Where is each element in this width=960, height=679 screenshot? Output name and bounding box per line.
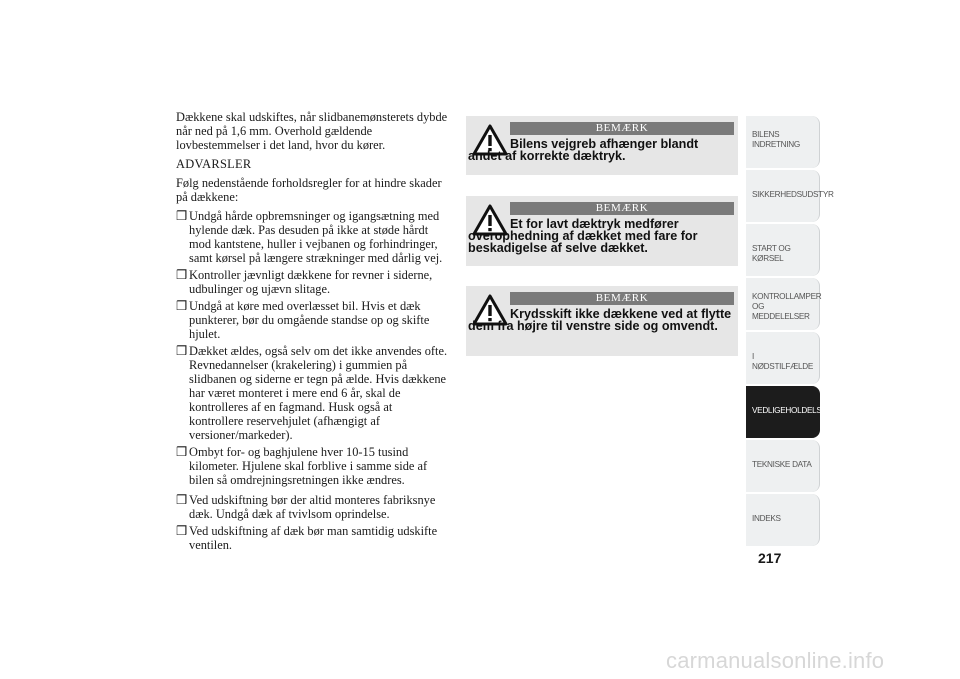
tab-sikkerhedsudstyr[interactable] [746, 170, 834, 222]
bullet-text: Dækket ældes, også selv om det ikke anvendes ofte. Revnedannelser (krakelering) i gummien på slidbanen og siderne er tegn på ælde. Hvis dækkene har været monteret i mere end 6 år, skal de kontrolleres af en fagmand. Husk også at kontrollere reservehjulet (afhængigt af versioner/markeder). [189, 344, 448, 442]
body-text-column [176, 110, 448, 555]
watermark: carmanualsonline.info [666, 648, 885, 673]
tab-label: I NØDSTILFÆLDE [752, 352, 814, 371]
intro-paragraph: Dækkene skal udskiftes, når slidbanemønsterets dybde når ned på 1,6 mm. Overhold gældende lovbestemmelser i det land, hvor du kører. [176, 110, 448, 152]
bullet-text: Ved udskiftning af dæk bør man samtidig udskifte ventilen. [189, 524, 438, 552]
bullet-checkbox-icon: ❒ [176, 209, 188, 223]
bullet-item [176, 209, 448, 265]
tab-vedligeholdelse[interactable] [746, 386, 827, 438]
tab-label: TEKNISKE DATA [752, 460, 812, 469]
bullet-item [176, 344, 448, 442]
bullet-item [176, 493, 448, 521]
bullet-item [176, 524, 448, 552]
tab-start-og-korsel[interactable] [746, 224, 820, 276]
tab-label: START OG KØRSEL [752, 244, 791, 263]
tab-label: BILENS INDRETNING [752, 130, 800, 149]
tab-label: VEDLIGEHOLDELSE [752, 406, 827, 415]
lead-paragraph: Følg nedenstående forholdsregler for at hindre skader på dækkene: [176, 176, 442, 204]
tab-label: SIKKERHEDSUDSTYR [752, 190, 834, 199]
bullet-item [176, 299, 448, 341]
note-heading: BEMÆRK [510, 202, 734, 215]
note-heading: BEMÆRK [510, 122, 734, 135]
page-number: 217 [758, 550, 782, 566]
tab-i-nodstilfaelde[interactable] [746, 332, 820, 384]
bullet-checkbox-icon: ❒ [176, 344, 188, 358]
bullet-text: Kontroller jævnligt dækkene for revner i siderne, udbulinger og ujævn slitage. [189, 268, 433, 296]
bullet-checkbox-icon: ❒ [176, 299, 188, 313]
bullet-text: Undgå at køre med overlæsset bil. Hvis et dæk punkterer, bør du omgående standse op og skifte hjulet. [189, 299, 430, 341]
tab-label: KONTROLLAMPER OG MEDDELELSER [752, 292, 822, 321]
bullet-checkbox-icon: ❒ [176, 524, 188, 538]
tab-kontrollamper[interactable] [746, 278, 820, 330]
warnings-heading: ADVARSLER [176, 157, 252, 171]
tab-indeks[interactable] [746, 494, 820, 546]
bullet-item [176, 268, 448, 296]
bullet-text: Undgå hårde opbremsninger og igangsætning med hylende dæk. Pas desuden på ikke at støde hårdt mod kantstene, huller i vejbanen og forhindringer, samt kørsel på længere strækninger med dårlig vej. [189, 209, 443, 265]
note-heading: BEMÆRK [510, 292, 734, 305]
bullet-checkbox-icon: ❒ [176, 268, 188, 282]
note-box [466, 286, 738, 356]
note-box [466, 116, 738, 175]
bullet-list [176, 209, 448, 552]
note-box [466, 196, 738, 266]
tab-label: INDEKS [752, 514, 781, 523]
bullet-item [176, 445, 448, 487]
note-text: Et for lavt dæktryk medfører overophedning af dækket med fare for beskadigelse af selve dækket. [468, 217, 698, 255]
bullet-checkbox-icon: ❒ [176, 445, 188, 459]
note-text: Bilens vejgreb afhænger blandt andet af korrekte dæktryk. [468, 137, 699, 163]
bullet-text: Ombyt for- og baghjulene hver 10-15 tusind kilometer. Hjulene skal forblive i samme side af bilen så omdrejningsretningen ikke ændres. [189, 445, 428, 487]
tab-tekniske-data[interactable] [746, 440, 820, 492]
tab-bilens-indretning[interactable] [746, 116, 820, 168]
bullet-text: Ved udskiftning bør der altid monteres fabriksnye dæk. Undgå dæk af tvivlsom oprindelse. [189, 493, 436, 521]
bullet-checkbox-icon: ❒ [176, 493, 188, 507]
note-text: Krydsskift ikke dækkene ved at flytte dem fra højre til venstre side og omvendt. [468, 307, 732, 333]
